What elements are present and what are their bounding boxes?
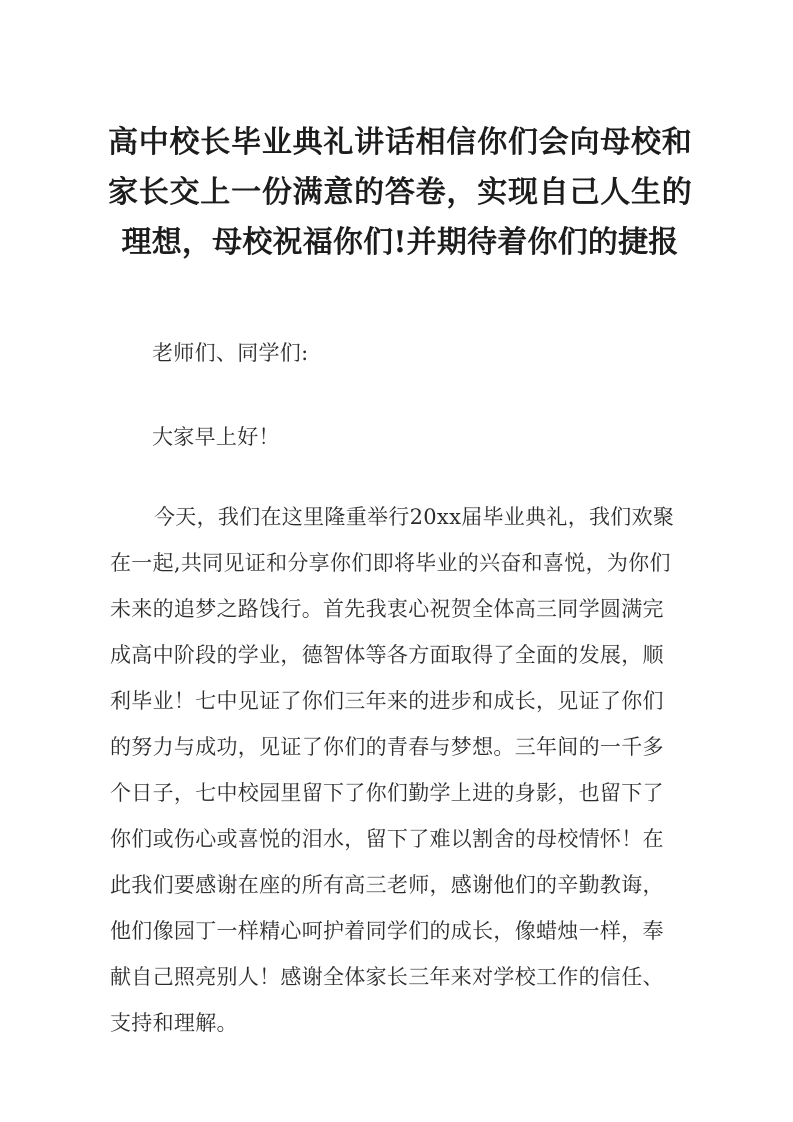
- greeting-line: 大家早上好！: [152, 425, 280, 449]
- body-paragraph-line: 支持和理解。: [110, 1011, 238, 1035]
- title-line-2: 家长交上一份满意的答卷，实现自己人生的: [108, 175, 692, 210]
- body-paragraph-line: 成高中阶段的学业，德智体等各方面取得了全面的发展，顺: [110, 643, 664, 667]
- page-title: [108, 118, 692, 268]
- body-paragraph-line: 你们或伤心或喜悦的泪水，留下了难以割舍的母校情怀！在: [110, 827, 664, 851]
- body-paragraph-line: 个日子，七中校园里留下了你们勤学上进的身影，也留下了: [110, 781, 664, 805]
- body-paragraph-line: 的努力与成功，见证了你们的青春与梦想。三年间的一千多: [110, 735, 664, 759]
- body-paragraph-line: 献自己照亮别人！感谢全体家长三年来对学校工作的信任、: [110, 965, 664, 989]
- body-paragraph: [110, 494, 692, 1046]
- title-line-1: 高中校长毕业典礼讲话相信你们会向母校和: [108, 125, 692, 160]
- body-paragraph-line: 未来的追梦之路饯行。首先我衷心祝贺全体高三同学圆满完: [110, 597, 664, 621]
- body-paragraph-line: 此我们要感谢在座的所有高三老师，感谢他们的辛勤教诲，: [110, 873, 664, 897]
- title-line-3: 理想，母校祝福你们!并期待着你们的捷报: [121, 225, 679, 260]
- body-paragraph-line: 今天，我们在这里隆重举行20xx届毕业典礼，我们欢聚: [154, 505, 675, 529]
- body-paragraph-line: 他们像园丁一样精心呵护着同学们的成长，像蜡烛一样，奉: [110, 919, 664, 943]
- salutation-line: 老师们、同学们:: [152, 341, 309, 365]
- body-paragraph-line: 在一起,共同见证和分享你们即将毕业的兴奋和喜悦，为你们: [110, 551, 671, 575]
- body-paragraph-line: 利毕业！七中见证了你们三年来的进步和成长，见证了你们: [110, 689, 664, 713]
